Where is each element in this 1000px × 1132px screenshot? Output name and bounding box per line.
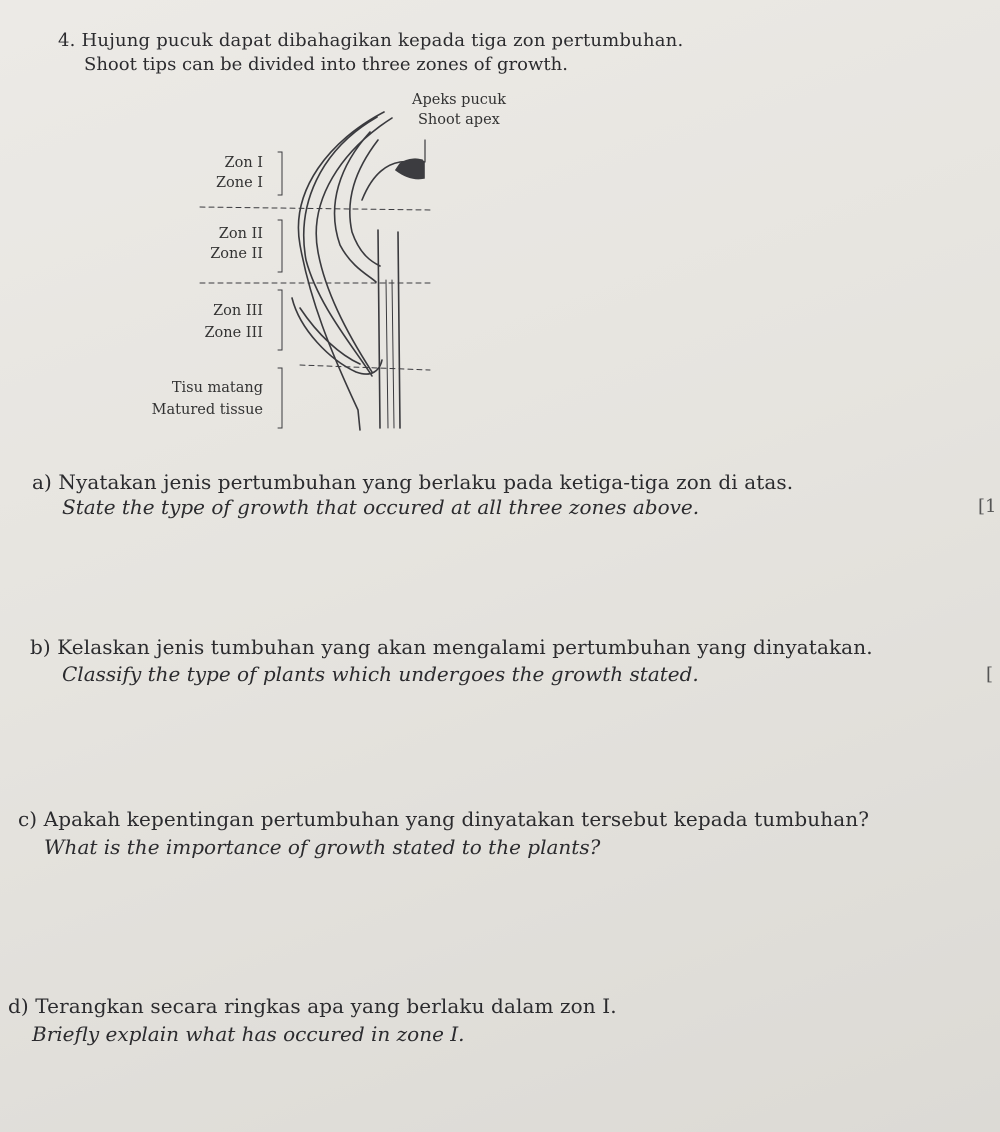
bracket-zone-1 bbox=[278, 152, 282, 195]
matured-label-en: Matured tissue bbox=[151, 402, 263, 418]
part-a-en: State the type of growth that occured at all three zones above. bbox=[62, 495, 700, 519]
zone-2-label-ms: Zon II bbox=[218, 226, 263, 242]
bracket-matured bbox=[278, 368, 282, 428]
zone-1-label-en: Zone I bbox=[215, 175, 263, 191]
part-b-ms: b) Kelaskan jenis tumbuhan yang akan mengalami pertumbuhan yang dinyatakan. bbox=[30, 635, 873, 659]
question-title-ms-text: Hujung pucuk dapat dibahagikan kepada tiga zon pertumbuhan. bbox=[81, 30, 684, 51]
part-d-ms: d) Terangkan secara ringkas apa yang berlaku dalam zon I. bbox=[8, 994, 617, 1018]
zone-2-label-en: Zone II bbox=[210, 246, 263, 262]
part-a-ms: a) Nyatakan jenis pertumbuhan yang berlaku pada ketiga-tiga zon di atas. bbox=[32, 470, 794, 494]
zone-3-label-ms: Zon III bbox=[213, 303, 263, 319]
part-d-en: Briefly explain what has occured in zone I. bbox=[32, 1022, 465, 1046]
zone-3-label-en: Zone III bbox=[204, 325, 263, 341]
part-b-mark: [ bbox=[986, 664, 994, 685]
part-b-en: Classify the type of plants which undergoes the growth stated. bbox=[62, 662, 699, 686]
apex-label-en: Shoot apex bbox=[418, 112, 500, 128]
bracket-zone-3 bbox=[278, 290, 282, 350]
part-a-mark: [1 bbox=[978, 496, 997, 517]
zone-1-label-ms: Zon I bbox=[224, 155, 263, 171]
leaf-primordium-outer bbox=[298, 112, 384, 430]
part-c-ms: c) Apakah kepentingan pertumbuhan yang dinyatakan tersebut kepada tumbuhan? bbox=[18, 807, 870, 831]
zone-boundary-1 bbox=[200, 207, 430, 210]
leaf-primordium-inner-2 bbox=[350, 140, 380, 266]
bracket-zone-2 bbox=[278, 220, 282, 272]
question-title-en: Shoot tips can be divided into three zones of growth. bbox=[84, 54, 568, 75]
matured-label-ms: Tisu matang bbox=[171, 380, 263, 396]
apex-label-ms: Apeks pucuk bbox=[412, 92, 507, 108]
part-c-en: What is the importance of growth stated to the plants? bbox=[44, 835, 601, 859]
question-number: 4. bbox=[58, 30, 76, 51]
shoot-tip-diagram bbox=[0, 0, 1000, 440]
